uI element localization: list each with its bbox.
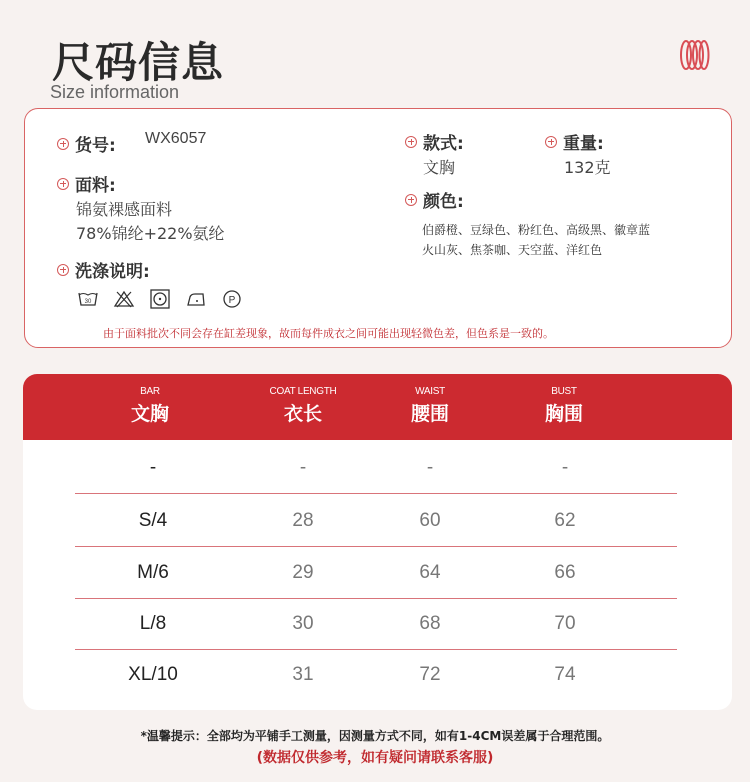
plus-circle-icon: [57, 264, 69, 276]
contact-note: (数据仅供参考，如有疑问请联系客服): [256, 750, 494, 766]
size-table-header: [23, 374, 732, 440]
table-row: M/6 29 64 66: [75, 547, 677, 599]
fabric-line-1: 锦氨裸感面料: [76, 200, 173, 219]
plus-circle-icon: [57, 138, 69, 150]
measurement-tip: *温馨提示：全部均为平铺手工测量，因测量方式不同，如有1-4CM误差属于合理范围。: [140, 729, 610, 743]
tumble-dry-icon: [149, 289, 171, 309]
table-row: - - - -: [75, 442, 677, 494]
table-row: S/4 28 60 62: [75, 495, 677, 547]
color-difference-note: 由于面料批次不同会存在缸差现象，故而每件成衣之间可能出现轻微色差，但色系是一致的。: [103, 327, 554, 340]
item-no-value: WX6057: [145, 130, 207, 147]
care-icons: [77, 289, 243, 309]
plus-circle-icon: [545, 136, 557, 148]
weight-value: 132克: [564, 158, 611, 177]
page-subtitle: Size information: [50, 82, 180, 102]
item-no-label: 货号:: [57, 131, 116, 156]
column-header-bust: BUST 胸围: [544, 386, 583, 425]
ring-bands-icon: [678, 38, 710, 72]
size-table: [23, 374, 732, 710]
style-label: 款式:: [405, 129, 464, 154]
page-title: 尺码信息: [52, 38, 225, 87]
plus-circle-icon: [405, 194, 417, 206]
table-row: XL/10 31 72 74: [128, 664, 576, 685]
column-header-length: COAT LENGTH 衣长: [269, 386, 337, 425]
no-bleach-icon: [113, 289, 135, 309]
wash-30-icon: [77, 289, 99, 309]
colors-line-2: 火山灰、焦茶咖、天空蓝、洋红色: [422, 243, 603, 257]
plus-circle-icon: [405, 136, 417, 148]
dry-clean-p-icon: [221, 289, 243, 309]
svg-text:30: 30: [84, 299, 92, 305]
table-row: L/8 30 68 70: [75, 598, 677, 650]
color-label: 颜色:: [405, 187, 464, 212]
column-header-bar: BAR 文胸: [130, 386, 169, 425]
iron-low-icon: [185, 289, 207, 309]
fabric-line-2: 78%锦纶+22%氨纶: [76, 224, 225, 243]
care-label: 洗涤说明:: [57, 257, 150, 282]
style-value: 文胸: [423, 158, 456, 177]
colors-line-1: 伯爵橙、豆绿色、粉红色、高级黑、徽章蓝: [422, 223, 651, 237]
column-header-waist: WAIST 腰围: [410, 386, 449, 425]
fabric-label: 面料:: [57, 171, 116, 196]
weight-label: 重量:: [545, 129, 604, 154]
product-info-card: [24, 108, 732, 348]
svg-text:P: P: [228, 295, 236, 306]
plus-circle-icon: [57, 178, 69, 190]
